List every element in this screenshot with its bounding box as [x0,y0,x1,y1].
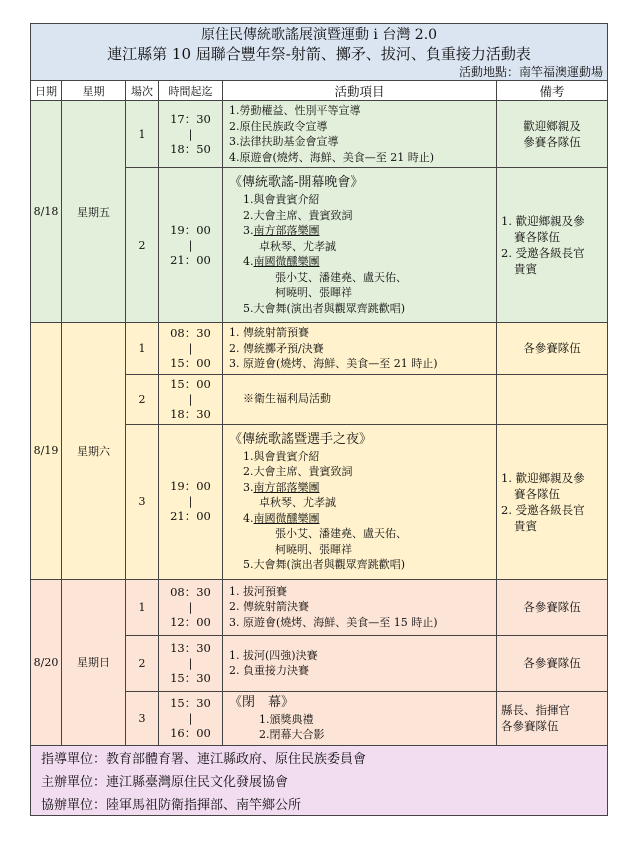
column-header-row [31,81,608,101]
title-line2: 連江縣第 10 屆聯合豐年祭-射箭、擲矛、拔河、負重接力活動表 [107,45,531,63]
activity-cell: 《傳統歌謠暨選手之夜》 1.與會貴賓介紹 2.大會主席、貴賓致詞 3.南方部落樂團 卓秋琴、尤孝誠 4.南國微醺樂團 張小艾、潘建堯、盧天佑、 柯曉明、張暉祥 5.大會舞(演出者與觀眾齊跳歡唱) [223,424,497,579]
remark-cell: 1. 歡迎鄉親及參 賽各隊伍 2. 受邀各級長官 貴賓 [497,168,608,323]
session-no: 3 [126,424,159,579]
weekday-cell: 星期六 [62,323,126,580]
session-no: 2 [126,374,159,424]
remark-cell [497,374,608,424]
date-cell: 8/19 [31,323,62,580]
remark-cell: 歡迎鄉親及 參賽各隊伍 [497,101,608,168]
col-activity: 活動項目 [223,81,497,101]
time-range: 15：30 | 16：00 [159,691,223,745]
location: 活動地點：南竿福澳運動場 [459,65,604,79]
time-range: 19：00 | 21：00 [159,168,223,323]
remark-cell: 各參賽隊伍 [497,635,608,691]
activity-cell: 《傳統歌謠-開幕晚會》 1.與會貴賓介紹 2.大會主席、貴賓致詞 3.南方部落樂團 卓秋琴、尤孝誠 4.南國微醺樂團 張小艾、潘建堯、盧天佑、 柯曉明、張暉祥 5.大會舞(演出者與觀眾齊跳歡唱) [223,168,497,323]
footer-guide: 指導單位：教育部體育署、連江縣政府、原住民族委員會 [31,745,608,769]
time-range: 13：30 | 15：30 [159,635,223,691]
col-date: 日期 [31,81,62,101]
session-no: 2 [126,635,159,691]
time-range: 08：30 | 15：00 [159,323,223,375]
weekday-cell: 星期五 [62,101,126,323]
remark-cell: 各參賽隊伍 [497,579,608,635]
date-cell: 8/18 [31,101,62,323]
activity-cell: 1.勞動權益、性別平等宣導 2.原住民族政令宣導 3.法律扶助基金會宣導 4.原遊會(燒烤、海鮮、美食—至 21 時止) [223,101,497,168]
session-no: 1 [126,323,159,375]
session-no: 1 [126,579,159,635]
activity-cell: 1. 拔河預賽 2. 傳統射箭決賽 3. 原遊會(燒烤、海鮮、美食—至 15 時止) [223,579,497,635]
activity-cell: ※衛生福利局活動 [223,374,497,424]
session-no: 1 [126,101,159,168]
weekday-cell: 星期日 [62,579,126,745]
time-range: 15：00 | 18：30 [159,374,223,424]
time-range: 17：30 | 18：50 [159,101,223,168]
table-row [31,101,608,168]
time-range: 19：00 | 21：00 [159,424,223,579]
remark-cell: 各參賽隊伍 [497,323,608,375]
col-session: 場次 [126,81,159,101]
col-weekday: 星期 [62,81,126,101]
title-row [31,24,608,81]
footer-host: 主辦單位：連江縣臺灣原住民文化發展協會 [31,769,608,792]
col-remark: 備考 [497,81,608,101]
time-range: 08：30 | 12：00 [159,579,223,635]
title-line1: 原住民傳統歌謠展演暨運動 i 台灣 2.0 [200,27,438,43]
table-row [31,579,608,635]
date-cell: 8/20 [31,579,62,745]
footer-row-host [31,769,608,792]
footer-co: 協辦單位：陸軍馬祖防衛指揮部、南竿鄉公所 [31,792,608,816]
remark-cell: 1. 歡迎鄉親及參 賽各隊伍 2. 受邀各級長官 貴賓 [497,424,608,579]
footer-row-co [31,792,608,816]
session-no: 3 [126,691,159,745]
remark-cell: 縣長、指揮官 各參賽隊伍 [497,691,608,745]
session-no: 2 [126,168,159,323]
activity-cell: 1. 拔河(四強)決賽 2. 負重接力決賽 [223,635,497,691]
activity-cell: 《閉 幕》 1.頒獎典禮 2.閉幕大合影 [223,691,497,745]
activity-cell: 1. 傳統射箭預賽 2. 傳統擲矛預/決賽 3. 原遊會(燒烤、海鮮、美食—至 21 時止) [223,323,497,375]
activity-schedule-table [30,23,608,816]
footer-row-guide [31,745,608,769]
col-time: 時間起迄 [159,81,223,101]
table-row [31,323,608,375]
